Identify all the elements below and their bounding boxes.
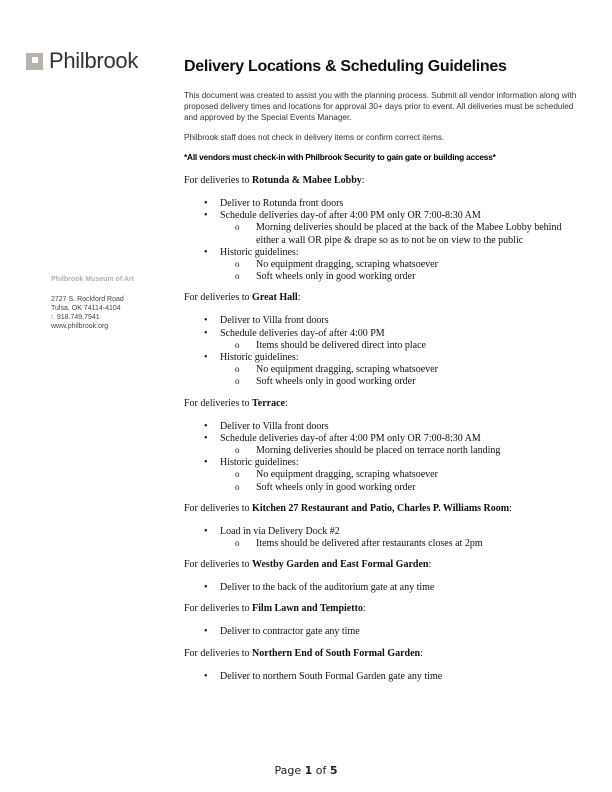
security-notice: *All vendors must check-in with Philbrook Security to gain gate or building access* (184, 152, 496, 162)
sub-bullet-icon: o (235, 481, 240, 492)
sub-bullet-list (220, 340, 584, 352)
sub-list-item-text: Morning deliveries should be placed on terrace north landing (256, 445, 501, 457)
sub-list-item (220, 376, 584, 388)
section-colon: : (509, 502, 512, 514)
bullet-icon: • (204, 352, 208, 364)
delivery-sections (184, 175, 584, 683)
section-location: Northern End of South Formal Garden (252, 647, 421, 659)
phone-number: 918.749.7941 (56, 314, 100, 321)
delivery-section (184, 648, 584, 683)
list-item-text: Deliver to Rotunda front doors (220, 198, 344, 209)
delivery-section (184, 292, 584, 388)
sub-bullet-list (220, 445, 584, 457)
section-colon: : (420, 647, 423, 659)
sub-list-item-text: No equipment dragging, scraping whatsoever (256, 469, 438, 481)
sub-list-item (220, 469, 584, 481)
section-heading (184, 292, 584, 304)
list-item (184, 210, 584, 247)
list-item (184, 315, 584, 327)
intro-paragraph: This document was created to assist you with the planning process. Submit all vendor information along with proposed delivery times and locations for approval 30+ days prior to event. All deliveries must be scheduled and approved by the Special Events Manager. (184, 91, 577, 122)
sub-list-item (220, 364, 584, 376)
section-heading (184, 603, 584, 615)
list-item-text: Deliver to Villa front doors (220, 420, 329, 432)
bullet-icon: • (204, 626, 208, 638)
list-item (184, 421, 584, 433)
section-prefix: For deliveries to (184, 559, 253, 571)
total-pages: 5 (329, 764, 338, 777)
page-footer (0, 764, 612, 777)
bullet-icon: • (204, 432, 208, 444)
sub-list-item (220, 445, 584, 457)
sub-bullet-icon: o (235, 469, 240, 480)
sub-list-item (220, 259, 584, 271)
list-item-text: Schedule deliveries day-of after 4:00 PM only OR 7:00-8:30 AM (220, 210, 481, 222)
address-line-1: 2727 S. Rockford Road (51, 296, 124, 303)
section-prefix: For deliveries to (184, 175, 253, 186)
section-colon: : (361, 175, 365, 186)
sub-bullet-icon: o (235, 271, 240, 282)
sub-bullet-list (220, 364, 584, 388)
delivery-section (184, 175, 584, 283)
sub-list-item (220, 482, 584, 494)
delivery-section (184, 503, 584, 550)
current-page: 1 (304, 764, 313, 777)
section-prefix: For deliveries to (184, 292, 253, 304)
list-item (184, 626, 584, 638)
sub-bullet-list (220, 222, 584, 246)
page-title: Delivery Locations & Scheduling Guidelines (184, 58, 507, 75)
sub-list-item-text: Soft wheels only in good working order (256, 376, 416, 388)
document-body (184, 58, 584, 692)
section-heading (184, 648, 584, 660)
list-item-text: Deliver to Villa front doors (220, 315, 329, 327)
section-location: Westby Garden and East Formal Garden (252, 559, 429, 571)
bullet-icon: • (204, 420, 208, 432)
sub-list-item-text: Items should be delivered after restaurants closes at 2pm (256, 538, 483, 550)
bullet-icon: • (204, 315, 208, 327)
philbrook-square-logo-icon (26, 53, 43, 70)
bullet-icon: • (204, 210, 208, 222)
section-location: Rotunda & Mabee Lobby (252, 175, 362, 186)
sub-list-item (220, 538, 584, 550)
bullet-list (184, 582, 584, 594)
sub-bullet-list (220, 538, 584, 550)
bullet-icon: • (204, 525, 208, 537)
list-item (184, 352, 584, 389)
sub-bullet-icon: o (235, 259, 240, 270)
list-item (184, 198, 584, 210)
of-label: of (315, 764, 327, 777)
section-colon: : (285, 397, 288, 409)
list-item-text: Schedule deliveries day-of after 4:00 PM only OR 7:00-8:30 AM (220, 432, 481, 444)
section-location: Film Lawn and Tempietto (252, 603, 363, 615)
bullet-icon: • (204, 582, 208, 594)
section-colon: : (362, 603, 366, 615)
sub-list-item-text: Items should be delivered direct into place (256, 339, 426, 351)
sub-list-item (220, 271, 584, 283)
sub-list-item-text: Soft wheels only in good working order (256, 271, 416, 283)
sub-bullet-icon: o (235, 339, 240, 350)
bullet-icon: • (204, 670, 208, 682)
sub-bullet-icon: o (235, 364, 240, 375)
list-item-text: Load in via Delivery Dock #2 (220, 525, 340, 537)
logo-text: Philbrook (49, 48, 139, 73)
sub-list-item (220, 340, 584, 352)
delivery-section (184, 603, 584, 638)
section-prefix: For deliveries to (184, 502, 253, 514)
list-item (184, 582, 584, 594)
sub-bullet-list (220, 259, 584, 283)
section-heading (184, 503, 584, 515)
sub-list-item-text: No equipment dragging, scraping whatsoever (256, 364, 438, 376)
bullet-list (184, 526, 584, 550)
bullet-list (184, 198, 584, 283)
list-item-text: Deliver to the back of the auditorium gate at any time (220, 582, 435, 594)
sub-list-item-text: No equipment dragging, scraping whatsoever (256, 259, 438, 271)
sub-bullet-icon: o (235, 376, 240, 387)
bullet-icon: • (204, 198, 208, 209)
website-link[interactable]: www.philbrook.org (51, 323, 109, 330)
section-colon: : (428, 559, 432, 571)
sub-list-item (220, 222, 584, 246)
bullet-list (184, 421, 584, 494)
address-line-2: Tulsa, OK 74114-4104 (51, 305, 121, 312)
section-colon: : (297, 292, 301, 304)
list-item (184, 457, 584, 494)
list-item-text: Historic guidelines: (220, 352, 299, 364)
list-item-text: Deliver to contractor gate any time (220, 626, 360, 638)
phone-line (51, 313, 134, 322)
sub-bullet-icon: o (235, 445, 240, 456)
sub-bullet-icon: o (235, 222, 240, 233)
list-item (184, 328, 584, 352)
list-item (184, 247, 584, 284)
page-label: Page (274, 764, 302, 777)
section-prefix: For deliveries to (184, 397, 253, 409)
bullet-icon: • (204, 246, 208, 258)
section-location: Terrace (252, 397, 285, 409)
list-item (184, 671, 584, 683)
section-prefix: For deliveries to (184, 603, 253, 615)
sidebar-contact (51, 276, 134, 331)
bullet-list (184, 671, 584, 683)
sub-bullet-icon: o (235, 538, 240, 549)
section-heading (184, 175, 584, 187)
org-name: Philbrook Museum of Art (51, 276, 134, 283)
list-item-text: Deliver to northern South Formal Garden gate any time (220, 670, 443, 682)
list-item-text: Schedule deliveries day-of after 4:00 PM (220, 327, 385, 339)
phone-prefix: t. (51, 314, 55, 321)
sub-list-item-text: Soft wheels only in good working order (256, 481, 416, 493)
list-item (184, 433, 584, 457)
section-prefix: For deliveries to (184, 647, 253, 659)
list-item (184, 526, 584, 550)
list-item-text: Historic guidelines: (220, 246, 299, 258)
staff-note: Philbrook staff does not check in delivery items or confirm correct items. (184, 133, 445, 142)
section-heading (184, 559, 584, 571)
bullet-list (184, 626, 584, 638)
section-heading (184, 398, 584, 410)
section-location: Great Hall (252, 292, 298, 304)
bullet-icon: • (204, 327, 208, 339)
list-item-text: Historic guidelines: (220, 457, 299, 469)
sub-bullet-list (220, 469, 584, 493)
delivery-section (184, 559, 584, 594)
bullet-list (184, 315, 584, 388)
sub-list-item-text: Morning deliveries should be placed at the back of the Mabee Lobby behind either a wall OR pipe & drape so as to not be on view to the public (256, 222, 562, 246)
section-location: Kitchen 27 Restaurant and Patio, Charles P. Williams Room (252, 502, 510, 514)
philbrook-logo (26, 48, 138, 74)
delivery-section (184, 398, 584, 494)
bullet-icon: • (204, 457, 208, 469)
